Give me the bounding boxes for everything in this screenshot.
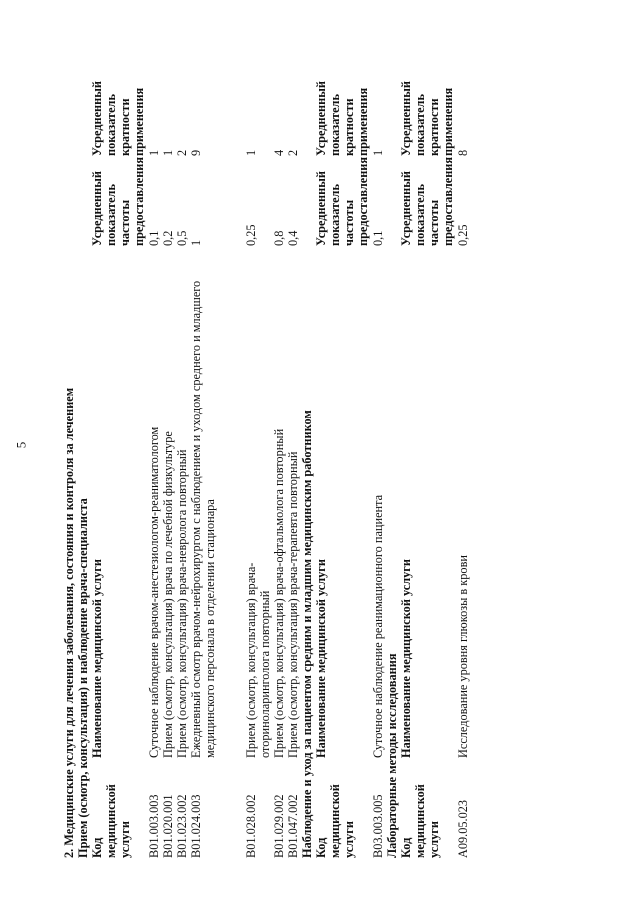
header-code-3: услуги: [342, 821, 356, 858]
row-code: A09.05.023: [456, 799, 470, 858]
row-mult: 1: [244, 149, 258, 156]
subsection-title-consultations: Прием (осмотр, консультация) и наблюдение врача-специалиста: [76, 498, 90, 858]
row-mult: 9: [189, 149, 203, 156]
row-name: Исследование уровня глюкозы в крови: [456, 555, 470, 758]
header-mult-4: применения: [356, 87, 370, 156]
row-code: B01.024.003: [189, 794, 203, 858]
row-mult: 1: [161, 149, 175, 156]
header-freq-4: предоставления: [132, 156, 146, 246]
row-name: Ежедневный осмотр врачом-нейрохирургом с наблюдением и уходом среднего и младшего медицинского персонала в отделении стационара: [189, 280, 217, 758]
header-mult-2: показатель: [413, 94, 427, 156]
header-code-1: Код: [90, 837, 104, 858]
row-freq: 0,1: [371, 230, 385, 246]
row-name: Прием (осмотр, консультация) врача по лечебной физкультуре: [161, 431, 175, 758]
row-code: B01.029.002: [272, 794, 286, 858]
row-freq: 1: [189, 239, 203, 246]
section-title: 2. Медицинские услуги для лечения заболевания, состояния и контроля за лечением: [62, 387, 76, 858]
row-name: Прием (осмотр, консультация) врача-невролога повторный: [175, 449, 189, 758]
header-code-1: Код: [314, 837, 328, 858]
row-code: B01.047.002: [286, 794, 300, 858]
row-freq: 0,4: [286, 230, 300, 246]
header-name: Наименование медицинской услуги: [314, 559, 328, 758]
header-freq-3: частоты: [427, 199, 441, 246]
header-code-2: медицинской: [328, 784, 342, 858]
subsection-title-nursing: Наблюдение и уход за пациентом средним и младшим медицинским работником: [300, 410, 314, 858]
header-code-3: услуги: [427, 821, 441, 858]
header-freq-1: Усредненный: [314, 171, 328, 246]
row-name: Суточное наблюдение реанимационного пациента: [371, 494, 385, 758]
row-freq: 0,25: [456, 224, 470, 246]
page-number: 5: [13, 441, 29, 449]
row-freq: 0,2: [161, 230, 175, 246]
header-freq-1: Усредненный: [399, 171, 413, 246]
row-mult: 1: [371, 149, 385, 156]
header-freq-3: частоты: [118, 199, 132, 246]
header-freq-4: предоставления: [356, 156, 370, 246]
header-freq-3: частоты: [342, 199, 356, 246]
header-code-2: медицинской: [413, 784, 427, 858]
header-name: Наименование медицинской услуги: [399, 559, 413, 758]
row-name: Прием (осмотр, консультация) врача-терапевта повторный: [286, 451, 300, 758]
header-freq-4: предоставления: [441, 156, 455, 246]
header-mult-1: Усредненный: [90, 81, 104, 156]
header-code-1: Код: [399, 837, 413, 858]
row-code: B01.028.002: [244, 794, 258, 858]
row-freq: 0,5: [175, 230, 189, 246]
row-mult: 1: [147, 149, 161, 156]
row-mult: 4: [272, 149, 286, 156]
header-mult-3: кратности: [427, 98, 441, 156]
row-name: Прием (осмотр, консультация) врача-офтальмолога повторный: [272, 428, 286, 758]
row-freq: 0,25: [244, 224, 258, 246]
row-name: Суточное наблюдение врачом-анестезиологом-реаниматологом: [147, 426, 161, 758]
header-mult-2: показатель: [328, 94, 342, 156]
header-freq-2: показатель: [104, 184, 118, 246]
header-mult-4: применения: [132, 87, 146, 156]
header-code-2: медицинской: [104, 784, 118, 858]
row-code: B01.020.001: [161, 794, 175, 858]
document-body: [63, 38, 608, 858]
header-mult-2: показатель: [104, 94, 118, 156]
row-name: Прием (осмотр, консультация) врача-оториноларинголога повторный: [244, 562, 272, 758]
row-freq: 0,8: [272, 230, 286, 246]
header-name: Наименование медицинской услуги: [90, 559, 104, 758]
row-code: B03.003.005: [371, 794, 385, 858]
row-mult: 8: [456, 149, 470, 156]
header-code-3: услуги: [118, 821, 132, 858]
header-freq-2: показатель: [328, 184, 342, 246]
row-code: B01.003.003: [147, 794, 161, 858]
row-mult: 2: [175, 149, 189, 156]
header-mult-1: Усредненный: [314, 81, 328, 156]
header-mult-3: кратности: [118, 98, 132, 156]
row-freq: 0,1: [147, 230, 161, 246]
header-mult-3: кратности: [342, 98, 356, 156]
header-freq-1: Усредненный: [90, 171, 104, 246]
row-code: B01.023.002: [175, 794, 189, 858]
header-freq-2: показатель: [413, 184, 427, 246]
header-mult-1: Усредненный: [399, 81, 413, 156]
subsection-title-lab: Лабораторные методы исследования: [385, 653, 399, 858]
row-mult: 2: [286, 149, 300, 156]
header-mult-4: применения: [441, 87, 455, 156]
